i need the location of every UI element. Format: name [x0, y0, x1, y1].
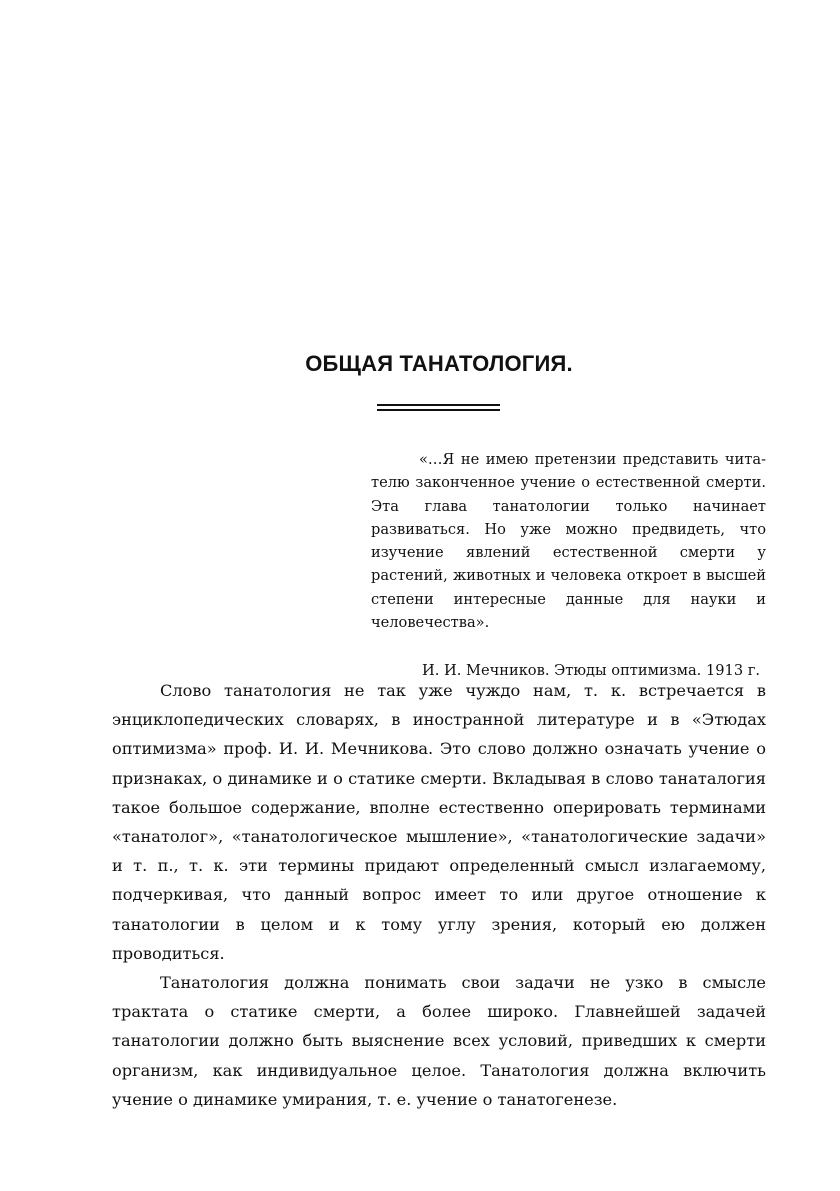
epigraph-quote: «…Я не имею претензии представить читателю законченное учение о естественной смерти. Эта глава танатологии только начинает развиваться. Но уже можно предвидеть, что изучение явлений естественной смерти у растений, животных и человека откроет в высшей степени интересные данные для науки и человечества». — [371, 451, 766, 632]
body-text — [112, 676, 766, 1114]
title-double-rule — [377, 404, 500, 411]
epigraph-source: И. И. Мечников. Этюды оптимизма. 1913 г. — [422, 662, 761, 680]
paragraph-1: Слово танатология не так уже чуждо нам, т. к. встречается в энциклопедических словарях, в иностранной литературе и в «Этюдах оптимизма» проф. И. И. Мечникова. Это слово должно означать учение о признаках, о динамике и о статике смерти. Вкладывая в слово танаталогия такое большое содержание, вполне естественно оперировать терминами «танатолог», «танатологическое мышление», «танатологические задачи» и т. п., т. к. эти термины придают определенный смысл излагаемому, подчеркивая, что данный вопрос имеет то или другое отношение к танатологии в целом и к тому углу зрения, который ею должен проводиться. — [112, 681, 766, 963]
page-title: ОБЩАЯ ТАНАТОЛОГИЯ. — [305, 351, 573, 376]
paragraph-2: Танатология должна понимать свои задачи не узко в смысле трактата о статике смерти, а более широко. Главнейшей задачей танатологии должно быть выяснение всех условий, приведших к смерти организм, как индивидуальное целое. Танатология должна включить учение о динамике умирания, т. е. учение о танатогенезе. — [112, 973, 766, 1109]
epigraph — [371, 448, 766, 682]
